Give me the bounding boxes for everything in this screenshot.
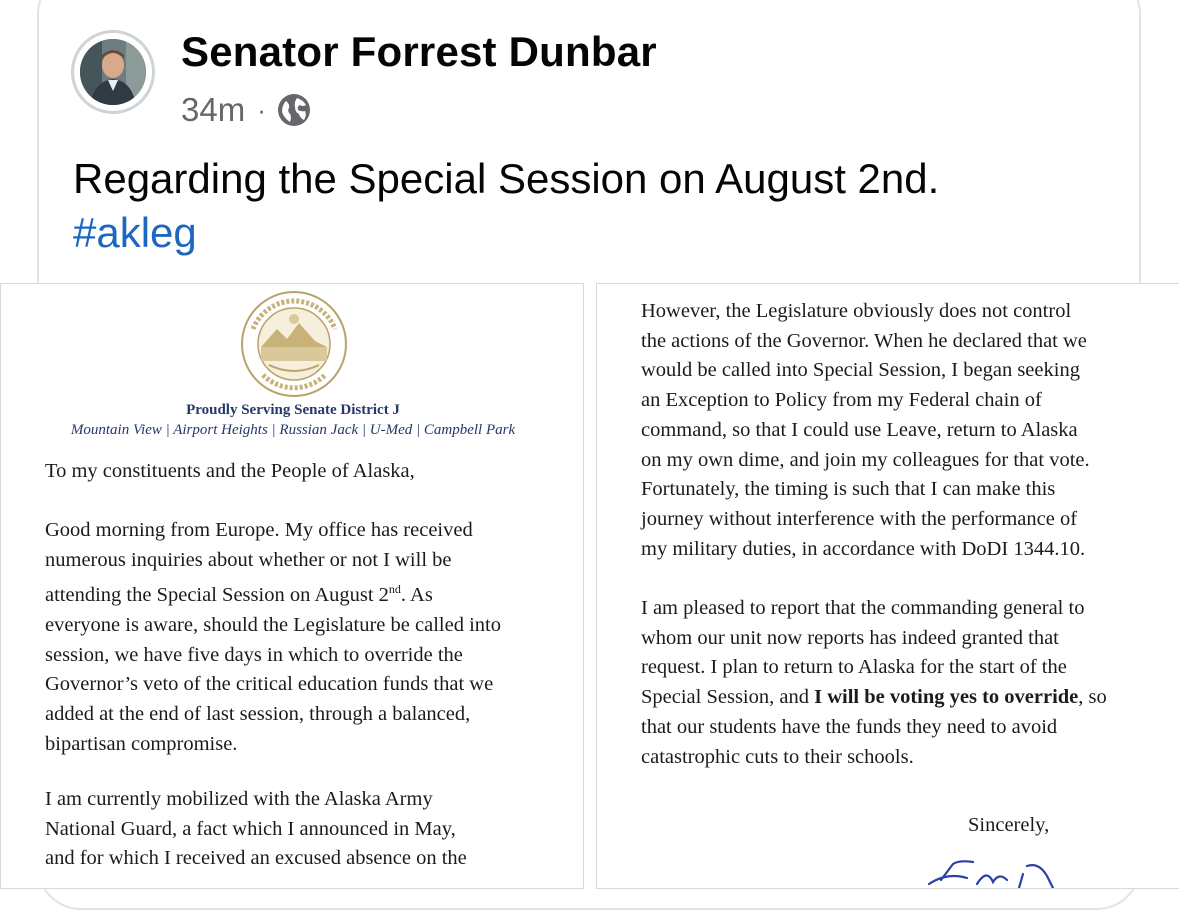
letter-photo-page-1[interactable] — [0, 283, 584, 889]
meta-separator: · — [257, 94, 266, 125]
post-message: Regarding the Special Session on August 2nd. — [73, 155, 940, 202]
signature — [927, 854, 1087, 889]
district-heading: Proudly Serving Senate District J — [186, 402, 400, 418]
post-meta — [181, 90, 312, 130]
timestamp[interactable]: 34m — [181, 91, 246, 128]
letter-closing: Sincerely, — [968, 814, 1050, 836]
alaska-state-seal — [239, 289, 349, 399]
letter-greeting: To my constituents and the People of Alaska, — [45, 460, 415, 482]
globe-icon[interactable] — [276, 92, 312, 128]
author-name[interactable]: Senator Forrest Dunbar — [181, 28, 657, 75]
letter-photo-page-2[interactable] — [596, 283, 1179, 889]
letter-paragraph-3: However, the Legislature obviously does not control the actions of the Governor. When he declared that we would be called into Special Session, I began seeking an Exception to Policy from my Federal chain of command, so that I could use Leave, return to Alaska on my own dime, and join my colleagues for that vote. Fortunately, the timing is such that I can make this journey without interference with the performance of my military duties, in accordance with DoDI 1344.10. — [641, 300, 1090, 560]
hashtag-link[interactable]: #akleg — [73, 209, 197, 256]
letter-paragraph-1: Good morning from Europe. My office has received numerous inquiries about whether or not I will be attending the Special Session on August 2nd. As everyone is aware, should the Legislature be called into session, we have five days in which to override the Governor’s veto of the critical education funds that we added at the end of last session, through a balanced, bipartisan compromise. — [45, 519, 501, 755]
post-text — [73, 152, 939, 260]
neighborhoods: Mountain View | Airport Heights | Russian Jack | U-Med | Campbell Park — [70, 422, 516, 438]
letter-paragraph-2: I am currently mobilized with the Alaska Army National Guard, a fact which I announced in May, and for which I received an excused absence on the — [45, 788, 467, 870]
profile-photo — [80, 39, 146, 105]
avatar[interactable] — [71, 30, 155, 114]
letter-paragraph-4: I am pleased to report that the commanding general to whom our unit now reports has indeed granted that request. I plan to return to Alaska for the start of the Special Session, and I will be voting yes to override, so that our students have the funds they need to avoid catastrophic cuts to their schools. — [641, 597, 1107, 768]
